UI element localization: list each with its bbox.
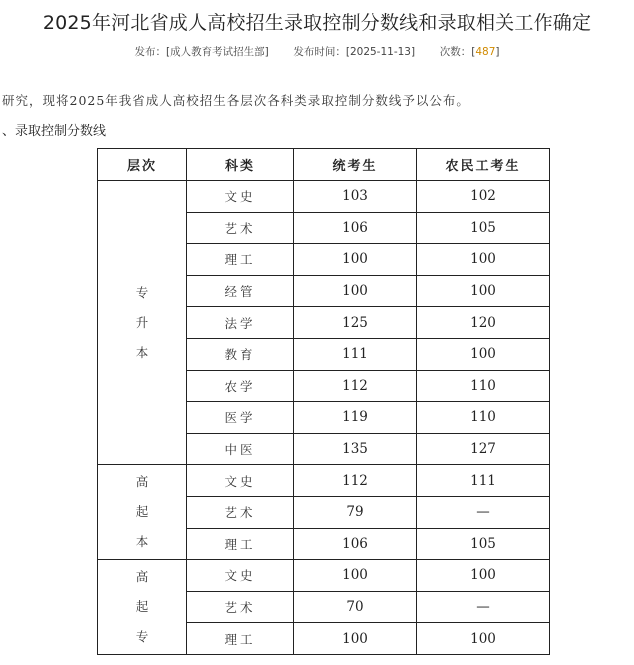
level-char: 起 [135, 599, 149, 615]
regular-score-cell: 79 [294, 496, 417, 528]
migrant-score-cell: — [417, 496, 550, 528]
migrant-score-cell: 100 [417, 338, 550, 370]
regular-score-cell: 112 [294, 465, 417, 497]
category-cell: 文史 [187, 181, 294, 213]
migrant-score-cell: 110 [417, 402, 550, 434]
category-cell: 文史 [187, 465, 294, 497]
time-label: 发布时间： [293, 46, 346, 58]
level-cell [98, 560, 187, 655]
migrant-score-cell: 127 [417, 433, 550, 465]
view-count: 487 [475, 46, 496, 58]
category-cell: 医学 [187, 402, 294, 434]
level-char: 专 [135, 629, 149, 645]
table-row [98, 181, 550, 213]
migrant-score-cell: 105 [417, 528, 550, 560]
regular-score-cell: 100 [294, 623, 417, 655]
category-cell: 艺术 [187, 212, 294, 244]
category-cell: 农学 [187, 370, 294, 402]
regular-score-cell: 135 [294, 433, 417, 465]
category-cell: 艺术 [187, 496, 294, 528]
header-level: 层次 [98, 149, 187, 181]
publisher-value: [成人教育考试招生部] [165, 46, 269, 58]
category-cell: 教育 [187, 338, 294, 370]
category-cell: 法学 [187, 307, 294, 339]
level-char: 本 [135, 534, 149, 550]
migrant-score-cell: 100 [417, 560, 550, 592]
migrant-score-cell: — [417, 591, 550, 623]
category-cell: 艺术 [187, 591, 294, 623]
level-char: 起 [135, 504, 149, 520]
header-migrant: 农民工考生 [417, 149, 550, 181]
regular-score-cell: 111 [294, 338, 417, 370]
time-value: [2025-11-13] [345, 46, 416, 58]
count-label: 次数： [439, 46, 472, 58]
regular-score-cell: 103 [294, 181, 417, 213]
migrant-score-cell: 105 [417, 212, 550, 244]
category-cell: 理工 [187, 244, 294, 276]
category-cell: 理工 [187, 528, 294, 560]
level-cell [98, 465, 187, 560]
score-table [97, 148, 550, 655]
header-regular: 统考生 [294, 149, 417, 181]
count-open: [ [471, 46, 476, 58]
category-cell: 中医 [187, 433, 294, 465]
regular-score-cell: 100 [294, 560, 417, 592]
migrant-score-cell: 120 [417, 307, 550, 339]
publisher-label: 发布： [134, 46, 166, 58]
table-row [98, 465, 550, 497]
level-char: 本 [135, 344, 149, 360]
level-cell [98, 181, 187, 465]
regular-score-cell: 112 [294, 370, 417, 402]
intro-paragraph: 研究，现将2025年我省成人高校招生各层次各科类录取控制分数线予以公布。 [2, 93, 470, 108]
level-char: 升 [135, 314, 149, 330]
section-heading: 、录取控制分数线 [2, 124, 107, 139]
article-meta [0, 44, 634, 59]
regular-score-cell: 100 [294, 244, 417, 276]
migrant-score-cell: 102 [417, 181, 550, 213]
category-cell: 经管 [187, 275, 294, 307]
regular-score-cell: 106 [294, 212, 417, 244]
category-cell: 文史 [187, 560, 294, 592]
table-header-row [98, 149, 550, 181]
level-char: 高 [135, 474, 149, 490]
regular-score-cell: 100 [294, 275, 417, 307]
regular-score-cell: 119 [294, 402, 417, 434]
regular-score-cell: 125 [294, 307, 417, 339]
migrant-score-cell: 100 [417, 623, 550, 655]
regular-score-cell: 70 [294, 591, 417, 623]
migrant-score-cell: 110 [417, 370, 550, 402]
category-cell: 理工 [187, 623, 294, 655]
migrant-score-cell: 111 [417, 465, 550, 497]
migrant-score-cell: 100 [417, 244, 550, 276]
table-row [98, 560, 550, 592]
level-char: 高 [135, 569, 149, 585]
level-char: 专 [135, 284, 149, 300]
migrant-score-cell: 100 [417, 275, 550, 307]
regular-score-cell: 106 [294, 528, 417, 560]
header-category: 科类 [187, 149, 294, 181]
count-close: ] [495, 46, 500, 58]
article-title: 2025年河北省成人高校招生录取控制分数线和录取相关工作确定 [42, 12, 592, 34]
